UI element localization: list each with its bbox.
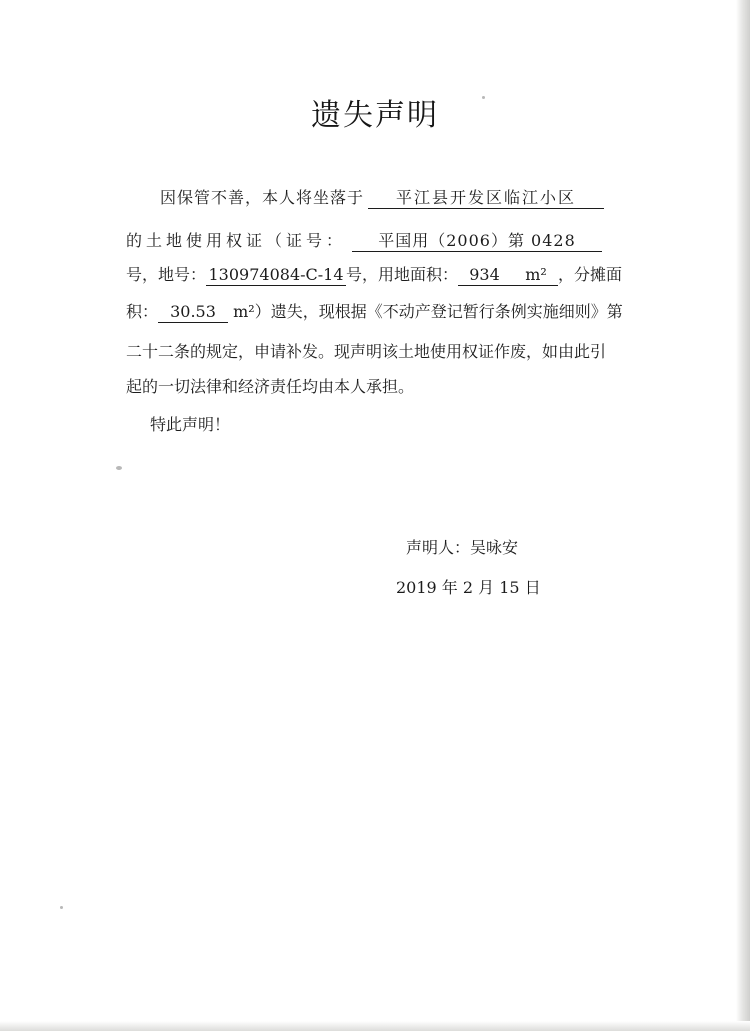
line4-suffix: ）遗失，现根据《不动产登记暂行条例实施细则》第	[254, 302, 623, 321]
declarant-label: 声明人：	[406, 538, 471, 557]
page-edge-shadow	[736, 0, 750, 1031]
body-line-2	[126, 230, 602, 252]
shared-area-field	[158, 302, 228, 323]
body-line-3	[126, 264, 622, 286]
document-title: 遗失声明	[311, 98, 439, 133]
closing-text: 特此声明！	[150, 415, 231, 434]
line6-text: 起的一切法律和经济责任均由本人承担。	[126, 377, 415, 396]
certificate-value: 平国用（2006）第 0428	[378, 231, 576, 250]
line3-suffix: ，分摊面	[558, 265, 623, 284]
line5-text: 二十二条的规定，申请补发。现声明该土地使用权证作废，如由此引	[126, 342, 607, 361]
area-value: 934	[469, 265, 500, 284]
closing-line	[150, 414, 230, 436]
line1-text: 因保管不善，本人将坐落于	[160, 188, 365, 207]
line4-prefix: 积：	[126, 302, 159, 321]
shared-area-value: 30.53	[170, 302, 216, 321]
line3-mid: 号，用地面积：	[346, 265, 459, 284]
body-line-1	[160, 187, 604, 209]
declarant-line	[406, 537, 518, 559]
certificate-field	[352, 231, 602, 252]
date-line	[396, 577, 541, 599]
area-field	[458, 265, 558, 286]
shared-area-unit: m²	[233, 302, 255, 321]
declarant-name: 吴咏安	[470, 538, 519, 557]
location-value: 平江县开发区临江小区	[396, 188, 577, 207]
location-field	[368, 188, 604, 209]
line2-text: 的土地使用权证（证号：	[126, 231, 347, 250]
area-unit: m²	[525, 265, 547, 284]
page-bottom-shadow	[0, 1021, 750, 1031]
land-number-value: 130974084-C-14	[208, 265, 344, 284]
body-line-4	[126, 301, 623, 323]
body-line-6	[126, 376, 414, 398]
date-text: 2019 年 2 月 15 日	[396, 578, 541, 597]
scan-speck	[116, 466, 122, 470]
line3-prefix: 号，地号：	[126, 265, 207, 284]
land-number-field	[206, 265, 346, 286]
scan-speck	[60, 906, 63, 909]
body-line-5	[126, 341, 606, 363]
